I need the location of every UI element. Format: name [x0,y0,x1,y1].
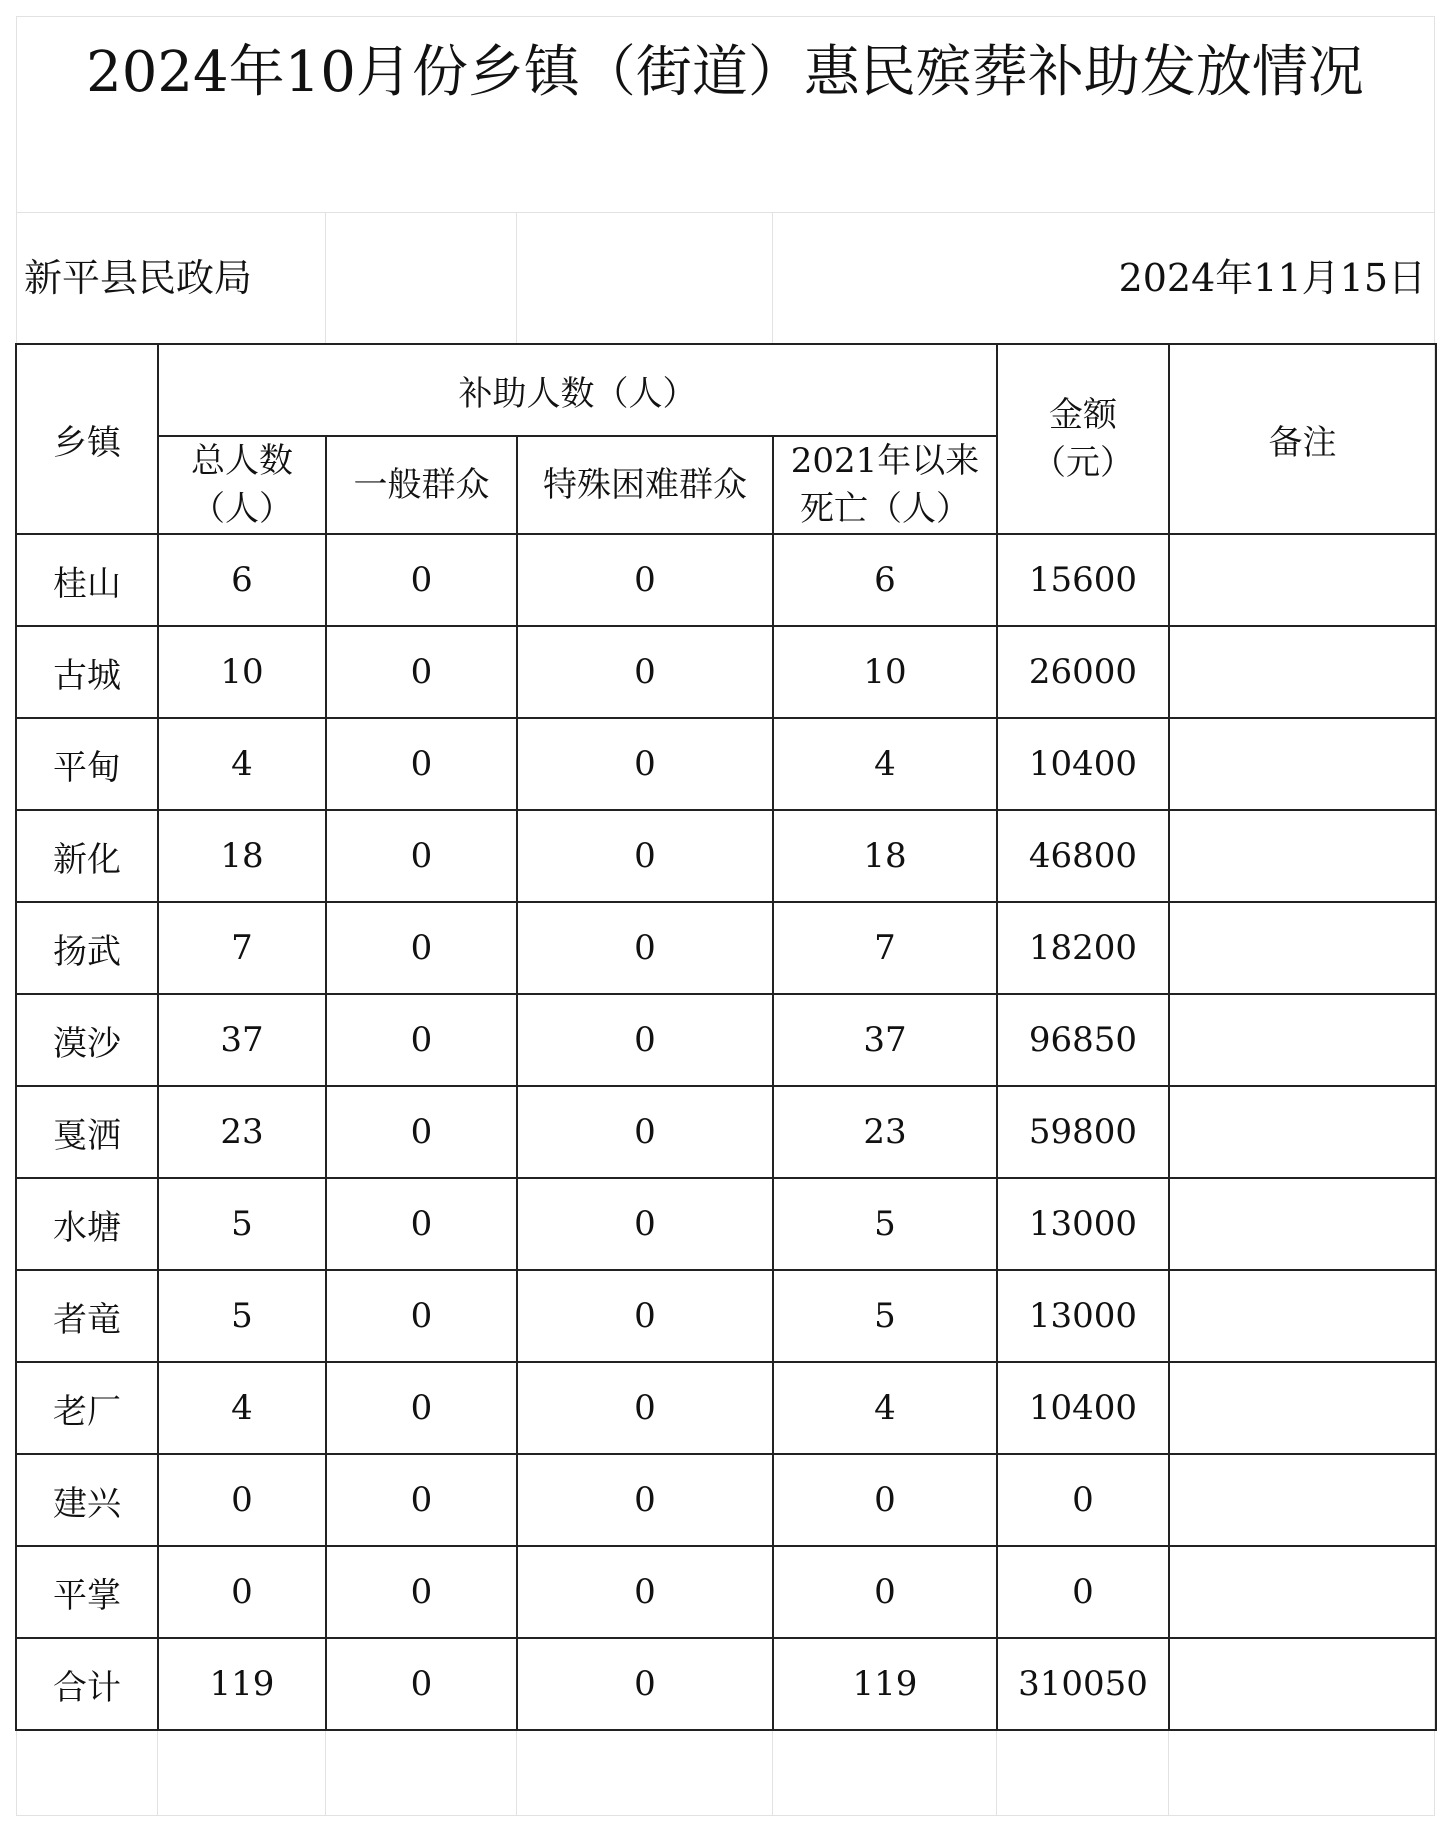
cell-general: 0 [326,810,517,902]
table-row [16,1454,1436,1546]
table-row [16,1638,1436,1730]
cell-general: 0 [326,1270,517,1362]
cell-amount: 96850 [997,994,1169,1086]
grid-line [325,212,326,343]
cell-special: 0 [517,994,773,1086]
grid-line [16,212,1434,213]
cell-special: 0 [517,1178,773,1270]
table-row [16,1178,1436,1270]
cell-amount: 15600 [997,534,1169,626]
grid-line [16,16,1434,17]
cell-general: 0 [326,902,517,994]
cell-general: 0 [326,994,517,1086]
header-since-2021-label: 2021年以来死亡（人） [790,441,980,529]
cell-amount: 13000 [997,1178,1169,1270]
cell-special: 0 [517,718,773,810]
table-row [16,718,1436,810]
cell-amount: 46800 [997,810,1169,902]
header-row [16,344,1436,436]
grid-line [516,1724,517,1816]
cell-remark [1169,1454,1436,1546]
cell-since: 18 [773,810,997,902]
cell-town: 水塘 [16,1178,158,1270]
cell-since: 6 [773,534,997,626]
cell-general: 0 [326,1362,517,1454]
cell-remark [1169,1086,1436,1178]
cell-amount: 10400 [997,1362,1169,1454]
cell-total: 4 [158,1362,326,1454]
cell-amount: 10400 [997,718,1169,810]
grid-line [516,212,517,343]
header-remarks: 备注 [1169,344,1436,534]
cell-remark [1169,1270,1436,1362]
cell-remark [1169,534,1436,626]
cell-town: 者竜 [16,1270,158,1362]
cell-since: 5 [773,1270,997,1362]
table-row [16,810,1436,902]
cell-amount: 310050 [997,1638,1169,1730]
cell-amount: 0 [997,1454,1169,1546]
header-total-label: 总人数（人） [191,441,293,529]
table-row [16,994,1436,1086]
grid-line [16,1815,1434,1816]
cell-since: 7 [773,902,997,994]
table-row [16,534,1436,626]
cell-general: 0 [326,1086,517,1178]
cell-total: 6 [158,534,326,626]
cell-special: 0 [517,534,773,626]
cell-special: 0 [517,626,773,718]
report-date: 2024年11月15日 [1118,256,1426,300]
cell-total: 23 [158,1086,326,1178]
table-row [16,1546,1436,1638]
cell-amount: 13000 [997,1270,1169,1362]
cell-since: 23 [773,1086,997,1178]
header-general: 一般群众 [326,436,517,534]
cell-general: 0 [326,1454,517,1546]
header-since-2021 [773,436,997,534]
cell-since: 0 [773,1546,997,1638]
cell-special: 0 [517,1362,773,1454]
grid-line [772,1724,773,1816]
cell-remark [1169,1638,1436,1730]
cell-since: 4 [773,1362,997,1454]
cell-special: 0 [517,1270,773,1362]
cell-total: 37 [158,994,326,1086]
cell-total: 5 [158,1178,326,1270]
subsidy-table [15,343,1437,1731]
cell-general: 0 [326,626,517,718]
cell-remark [1169,1362,1436,1454]
cell-town: 桂山 [16,534,158,626]
cell-special: 0 [517,1546,773,1638]
header-total [158,436,326,534]
header-township: 乡镇 [16,344,158,534]
cell-total: 4 [158,718,326,810]
cell-special: 0 [517,1638,773,1730]
cell-remark [1169,902,1436,994]
cell-total: 0 [158,1454,326,1546]
header-amount [997,344,1169,534]
cell-town: 平掌 [16,1546,158,1638]
cell-general: 0 [326,534,517,626]
cell-remark [1169,718,1436,810]
cell-total: 5 [158,1270,326,1362]
cell-since: 5 [773,1178,997,1270]
cell-special: 0 [517,1454,773,1546]
cell-amount: 59800 [997,1086,1169,1178]
cell-total: 18 [158,810,326,902]
cell-town: 戛洒 [16,1086,158,1178]
cell-since: 10 [773,626,997,718]
cell-remark [1169,1178,1436,1270]
cell-remark [1169,1546,1436,1638]
cell-since: 119 [773,1638,997,1730]
cell-general: 0 [326,1178,517,1270]
cell-amount: 18200 [997,902,1169,994]
cell-remark [1169,810,1436,902]
cell-amount: 26000 [997,626,1169,718]
cell-town: 新化 [16,810,158,902]
cell-town: 合计 [16,1638,158,1730]
table-row [16,1270,1436,1362]
cell-total: 7 [158,902,326,994]
grid-line [1168,1724,1169,1816]
cell-special: 0 [517,810,773,902]
table-row [16,1086,1436,1178]
cell-special: 0 [517,1086,773,1178]
cell-amount: 0 [997,1546,1169,1638]
cell-town: 建兴 [16,1454,158,1546]
table-row [16,902,1436,994]
cell-town: 漠沙 [16,994,158,1086]
cell-town: 古城 [16,626,158,718]
cell-special: 0 [517,902,773,994]
cell-since: 4 [773,718,997,810]
cell-general: 0 [326,1638,517,1730]
grid-line [325,1724,326,1816]
grid-line [157,1724,158,1816]
header-amount-label: 金额（元） [1032,395,1134,483]
cell-general: 0 [326,1546,517,1638]
cell-total: 10 [158,626,326,718]
cell-remark [1169,626,1436,718]
cell-town: 老厂 [16,1362,158,1454]
table-row [16,626,1436,718]
header-subsidy-group: 补助人数（人） [158,344,997,436]
cell-total: 0 [158,1546,326,1638]
header-special: 特殊困难群众 [517,436,773,534]
grid-line [996,1724,997,1816]
cell-since: 37 [773,994,997,1086]
cell-since: 0 [773,1454,997,1546]
cell-general: 0 [326,718,517,810]
cell-total: 119 [158,1638,326,1730]
issuer: 新平县民政局 [24,256,253,300]
page-title: 2024年10月份乡镇（街道）惠民殡葬补助发放情况 [86,40,1364,105]
table-row [16,1362,1436,1454]
cell-town: 平甸 [16,718,158,810]
cell-town: 扬武 [16,902,158,994]
grid-line [772,212,773,343]
cell-remark [1169,994,1436,1086]
